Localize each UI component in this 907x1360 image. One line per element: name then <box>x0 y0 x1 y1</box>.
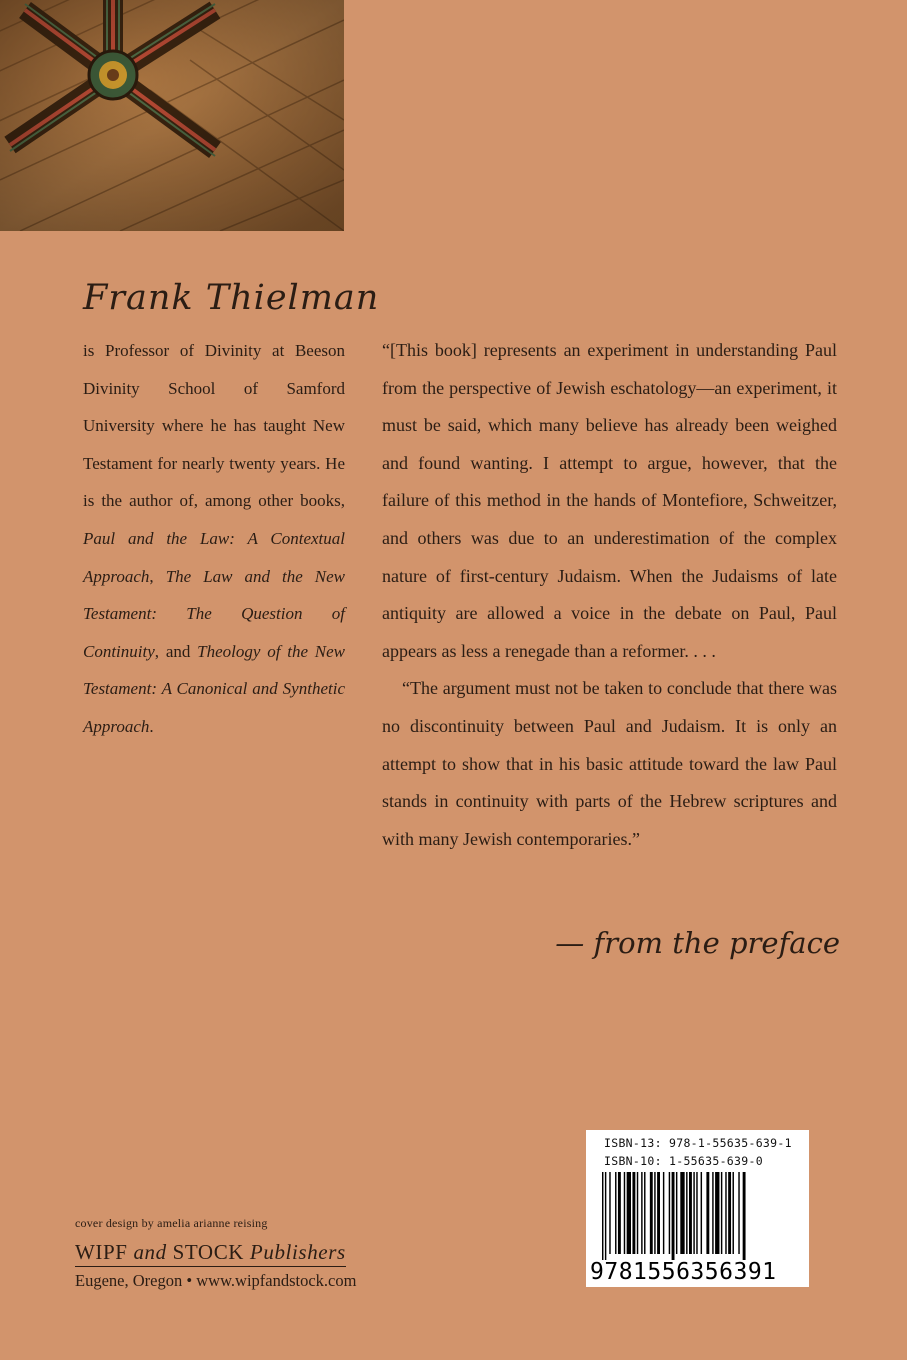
publisher-location: Eugene, Oregon • www.wipfandstock.com <box>75 1271 357 1290</box>
barcode-bar <box>641 1172 642 1254</box>
barcode-bar <box>715 1172 719 1254</box>
barcode-bar <box>609 1172 610 1254</box>
barcode-bar <box>676 1172 677 1254</box>
barcode-bar <box>696 1172 697 1254</box>
publisher-name: WIPF and STOCK Publishers <box>75 1240 346 1267</box>
barcode-bar <box>689 1172 692 1254</box>
barcode-bar <box>654 1172 655 1254</box>
barcode-bar <box>686 1172 687 1254</box>
barcode-bar <box>663 1172 664 1254</box>
barcode-bar <box>680 1172 684 1254</box>
barcode-bars <box>600 1172 796 1260</box>
bio-text: is Professor of Divinity at Beeson Divinity School of Samford University where he has taught New Testament for nearly twenty years. He is the author of, among other books, <box>83 341 345 511</box>
barcode-bar <box>725 1172 726 1254</box>
barcode-bar <box>605 1172 606 1260</box>
quote-paragraph: “The argument must not be taken to conclude that there was no discontinuity between Paul and Judaism. It is only an attempt to show that in his basic attitude toward the law Paul stands in continuity with parts of the Hebrew scriptures and with many Jewish contemporaries.” <box>382 678 837 849</box>
barcode-bar <box>632 1172 635 1254</box>
author-name: Frank Thielman <box>83 278 380 318</box>
barcode-bar <box>733 1172 734 1254</box>
barcode-bar <box>657 1172 660 1254</box>
barcode-bar <box>650 1172 653 1254</box>
barcode-bar <box>669 1172 670 1254</box>
barcode-bar <box>602 1172 603 1260</box>
preface-quote <box>382 332 837 858</box>
barcode-bar <box>644 1172 645 1254</box>
barcode-bar <box>728 1172 731 1254</box>
isbn-13: ISBN-13: 978-1-55635-639-1 <box>604 1136 792 1150</box>
publisher-credits <box>75 1216 385 1291</box>
isbn-10: ISBN-10: 1-55635-639-0 <box>604 1154 763 1168</box>
barcode-digits: 9781556356391 <box>590 1259 777 1285</box>
bio-text: . <box>149 716 154 736</box>
book-title: The Law and the New Testament: The Question of Continuity <box>83 566 345 661</box>
barcode-bar <box>624 1172 625 1254</box>
quote-paragraph: “[This book] represents an experiment in understanding Paul from the perspective of Jewish eschatology—an experiment, it must be said, which many believe has already been weighed and found wanting. I attempt to argue, however, that the failure of this method in the hands of Montefiore, Schweitzer, and others was due to an underestimation of the complex nature of first-century Judaism. When the Judaisms of late antiquity are allowed a voice in the debate on Paul, Paul appears as less a renegade than a reformer. . . . <box>382 340 837 661</box>
barcode-bar <box>701 1172 702 1254</box>
cover-photo <box>0 0 344 231</box>
book-title: Theology of the New Testament: A Canonical and Synthetic Approach <box>83 641 346 736</box>
barcode-bar <box>637 1172 638 1254</box>
bio-text: , and <box>154 641 198 661</box>
bio-text: , <box>149 566 166 586</box>
cover-design-credit: cover design by amelia arianne reising <box>75 1216 268 1230</box>
barcode-bar <box>706 1172 709 1254</box>
author-bio <box>83 332 345 746</box>
barcode-bar <box>615 1172 616 1254</box>
barcode-bar <box>627 1172 631 1254</box>
book-title: Paul and the Law: A Contextual Approach <box>83 528 345 586</box>
quote-attribution: — from the preface <box>555 926 840 960</box>
barcode-bar <box>738 1172 739 1254</box>
barcode-bar <box>721 1172 722 1254</box>
barcode-bar <box>672 1172 675 1260</box>
barcode-bar <box>693 1172 694 1254</box>
barcode-bar <box>618 1172 621 1254</box>
isbn-barcode <box>586 1130 809 1287</box>
barcode-bar <box>743 1172 746 1260</box>
barcode-bar <box>712 1172 713 1254</box>
